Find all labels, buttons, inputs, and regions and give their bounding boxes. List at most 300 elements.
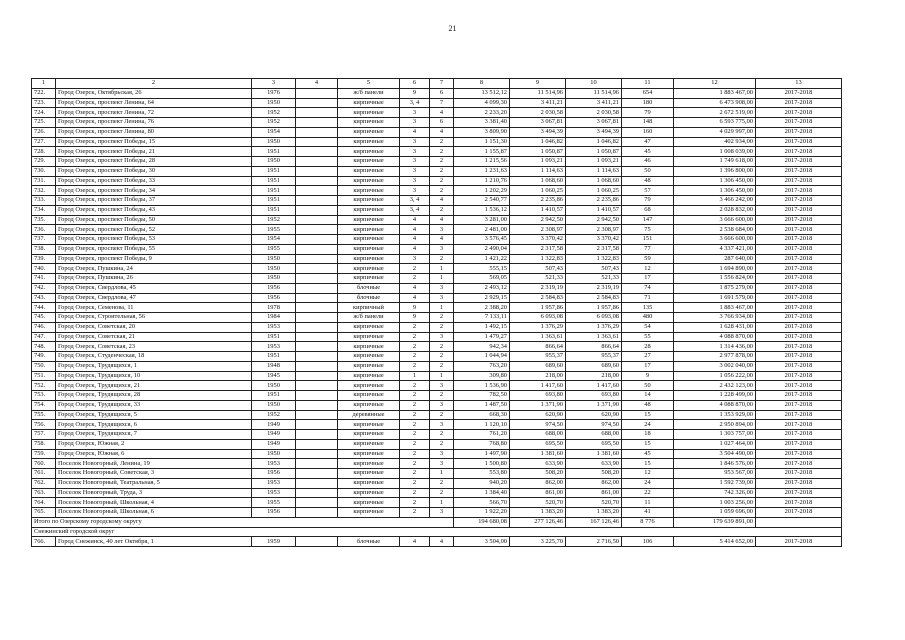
- table-cell: 3: [430, 508, 454, 518]
- table-cell: Город Озерск, проспект Победы, 37: [56, 196, 252, 206]
- table-cell: 47: [622, 137, 674, 147]
- table-cell: 1 044,94: [454, 352, 510, 362]
- table-cell: Город Озерск, проспект Победы, 21: [56, 147, 252, 157]
- table-cell: 3: [400, 157, 430, 167]
- table-cell: кирпичные: [338, 478, 400, 488]
- table-cell: 4: [400, 215, 430, 225]
- table-cell: Поселок Новогорный, Ленина, 19: [56, 459, 252, 469]
- table-cell: кирпичные: [338, 322, 400, 332]
- table-cell: Город Озерск, Трудящихся, 10: [56, 371, 252, 381]
- table-cell: 2 942,50: [566, 215, 622, 225]
- column-header: 3: [252, 79, 296, 89]
- table-cell: 1956: [252, 293, 296, 303]
- table-cell: [296, 400, 338, 410]
- table-cell: 1 410,57: [566, 205, 622, 215]
- table-cell: 756.: [32, 420, 56, 430]
- table-cell: 507,43: [510, 264, 566, 274]
- table-cell: кирпичные: [338, 157, 400, 167]
- table-cell: 2 388,20: [454, 303, 510, 313]
- table-cell: 2: [400, 439, 430, 449]
- table-cell: 2: [400, 361, 430, 371]
- table-row: [32, 196, 842, 206]
- table-cell: 2017-2018: [756, 361, 842, 371]
- table-cell: 2: [400, 488, 430, 498]
- table-cell: 1 376,29: [510, 322, 566, 332]
- table-cell: 57: [622, 186, 674, 196]
- table-cell: 9: [400, 88, 430, 98]
- table-cell: 737.: [32, 235, 56, 245]
- table-cell: 48: [622, 176, 674, 186]
- table-cell: 1950: [252, 449, 296, 459]
- table-cell: 728.: [32, 147, 56, 157]
- table-cell: 759.: [32, 449, 56, 459]
- table-cell: 6: [430, 88, 454, 98]
- table-cell: [296, 147, 338, 157]
- table-cell: 1954: [252, 127, 296, 137]
- table-cell: 14: [622, 391, 674, 401]
- table-cell: 1: [430, 498, 454, 508]
- table-cell: 2: [430, 352, 454, 362]
- table-cell: [296, 352, 338, 362]
- table-cell: 3: [400, 176, 430, 186]
- table-cell: [296, 293, 338, 303]
- table-cell: 974,50: [510, 420, 566, 430]
- table-cell: 1: [430, 469, 454, 479]
- table-row: [32, 235, 842, 245]
- table-cell: 54: [622, 322, 674, 332]
- table-cell: 1 068,60: [566, 176, 622, 186]
- table-cell: 22: [622, 488, 674, 498]
- table-cell: 751.: [32, 371, 56, 381]
- table-cell: 736.: [32, 225, 56, 235]
- table-cell: кирпичные: [338, 118, 400, 128]
- table-cell: 752.: [32, 381, 56, 391]
- table-cell: ж/б панели: [338, 313, 400, 323]
- table-cell: 862,00: [566, 478, 622, 488]
- table-cell: 1 410,57: [510, 205, 566, 215]
- table-row: [32, 157, 842, 167]
- table-cell: 2: [400, 508, 430, 518]
- table-cell: 521,33: [566, 274, 622, 284]
- table-cell: 2017-2018: [756, 157, 842, 167]
- table-cell: 2: [430, 488, 454, 498]
- table-cell: 2 977 878,00: [674, 352, 756, 362]
- table-cell: [296, 332, 338, 342]
- table-cell: 2017-2018: [756, 332, 842, 342]
- column-header: 4: [296, 79, 338, 89]
- table-cell: 1 093,21: [566, 157, 622, 167]
- table-cell: 1 046,82: [566, 137, 622, 147]
- table-cell: 740.: [32, 264, 56, 274]
- table-cell: 1 303 757,00: [674, 430, 756, 440]
- table-cell: 1 487,50: [454, 400, 510, 410]
- table-cell: кирпичные: [338, 235, 400, 245]
- table-cell: 2 317,58: [510, 244, 566, 254]
- total-value: [756, 517, 842, 527]
- table-cell: 1 215,56: [454, 157, 510, 167]
- table-cell: [296, 176, 338, 186]
- table-cell: 4: [400, 127, 430, 137]
- table-cell: 746.: [32, 322, 56, 332]
- table-cell: 1 314 436,00: [674, 342, 756, 352]
- table-cell: [296, 313, 338, 323]
- table-cell: Город Снежинск, 40 лет Октября, 1: [56, 537, 252, 547]
- table-row: [32, 176, 842, 186]
- table-cell: 1950: [252, 98, 296, 108]
- table-cell: кирпичные: [338, 430, 400, 440]
- table-cell: [296, 488, 338, 498]
- table-cell: 3 067,81: [566, 118, 622, 128]
- table-row: [32, 283, 842, 293]
- table-cell: 1953: [252, 478, 296, 488]
- table-cell: 748.: [32, 342, 56, 352]
- table-cell: кирпичные: [338, 449, 400, 459]
- table-cell: 1 421,22: [454, 254, 510, 264]
- table-cell: Город Озерск, проспект Ленина, 76: [56, 118, 252, 128]
- table-cell: блочные: [338, 283, 400, 293]
- table-cell: 3 067,81: [510, 118, 566, 128]
- table-cell: 2 540,77: [454, 196, 510, 206]
- table-cell: 689,60: [510, 361, 566, 371]
- table-cell: 3: [430, 449, 454, 459]
- table-cell: 1 114,63: [510, 166, 566, 176]
- table-cell: 1 059 696,00: [674, 508, 756, 518]
- table-cell: 2 030,58: [510, 108, 566, 118]
- table-cell: 1 114,63: [566, 166, 622, 176]
- table-cell: Город Озерск, проспект Победы, 55: [56, 244, 252, 254]
- table-cell: 3 370,42: [566, 235, 622, 245]
- table-cell: [296, 342, 338, 352]
- table-cell: 218,00: [510, 371, 566, 381]
- table-cell: 1948: [252, 361, 296, 371]
- table-cell: 940,20: [454, 478, 510, 488]
- table-cell: 1 155,87: [454, 147, 510, 157]
- table-cell: [296, 264, 338, 274]
- table-cell: 763.: [32, 488, 56, 498]
- table-cell: [296, 430, 338, 440]
- table-cell: 2 929,15: [454, 293, 510, 303]
- table-cell: Город Озерск, Пушкина, 26: [56, 274, 252, 284]
- table-cell: 1945: [252, 371, 296, 381]
- table-cell: 3: [430, 332, 454, 342]
- table-cell: 2017-2018: [756, 410, 842, 420]
- table-cell: 4 088 870,00: [674, 332, 756, 342]
- table-row: [32, 205, 842, 215]
- table-cell: Город Озерск, Советская, 21: [56, 332, 252, 342]
- table-cell: 2017-2018: [756, 274, 842, 284]
- table-cell: 1 556 824,00: [674, 274, 756, 284]
- table-cell: [296, 537, 338, 547]
- table-cell: 2: [400, 478, 430, 488]
- table-cell: [296, 98, 338, 108]
- table-row: [32, 215, 842, 225]
- table-cell: блочные: [338, 293, 400, 303]
- table-cell: Город Озерск, Пушкина, 24: [56, 264, 252, 274]
- column-header: 9: [510, 79, 566, 89]
- table-cell: 4: [430, 108, 454, 118]
- table-cell: 17: [622, 361, 674, 371]
- table-cell: 2: [430, 342, 454, 352]
- table-cell: 732.: [32, 186, 56, 196]
- table-cell: 633,90: [510, 459, 566, 469]
- table-cell: 2017-2018: [756, 469, 842, 479]
- table-cell: [296, 283, 338, 293]
- table-row: [32, 342, 842, 352]
- table-cell: 45: [622, 147, 674, 157]
- table-cell: 1 068,60: [510, 176, 566, 186]
- table-cell: 4: [400, 283, 430, 293]
- table-cell: 742 326,00: [674, 488, 756, 498]
- table-cell: 1: [430, 371, 454, 381]
- table-cell: 1978: [252, 303, 296, 313]
- table-cell: 402 934,00: [674, 137, 756, 147]
- table-cell: 1959: [252, 537, 296, 547]
- table-cell: 2: [430, 430, 454, 440]
- table-cell: 50: [622, 166, 674, 176]
- table-cell: кирпичные: [338, 108, 400, 118]
- column-header: 6: [400, 79, 430, 89]
- column-header: 11: [622, 79, 674, 89]
- table-cell: 3 576,45: [454, 235, 510, 245]
- table-cell: 1950: [252, 254, 296, 264]
- table-cell: 2: [400, 498, 430, 508]
- table-cell: 1951: [252, 186, 296, 196]
- table-cell: 1951: [252, 352, 296, 362]
- table-cell: 3: [430, 381, 454, 391]
- table-cell: 508,20: [566, 469, 622, 479]
- table-row: [32, 478, 842, 488]
- table-cell: 693,80: [566, 391, 622, 401]
- table-cell: Город Озерск, Советская, 23: [56, 342, 252, 352]
- table-row: [32, 449, 842, 459]
- table-cell: 2017-2018: [756, 449, 842, 459]
- table-cell: 1 093,21: [510, 157, 566, 167]
- table-cell: Город Озерск, проспект Победы, 15: [56, 137, 252, 147]
- table-cell: Поселок Новогорный, Советская, 3: [56, 469, 252, 479]
- table-cell: 2017-2018: [756, 254, 842, 264]
- table-cell: 2017-2018: [756, 118, 842, 128]
- table-cell: Город Озерск, Трудящихся, 6: [56, 420, 252, 430]
- section-label: Снежинский городской округ: [32, 527, 842, 537]
- table-cell: Город Озерск, Октябрьская, 26: [56, 88, 252, 98]
- table-cell: 3, 4: [400, 196, 430, 206]
- table-cell: Город Озерск, проспект Ленина, 72: [56, 108, 252, 118]
- table-cell: кирпичные: [338, 196, 400, 206]
- table-cell: 3 766 934,00: [674, 313, 756, 323]
- table-cell: 2017-2018: [756, 235, 842, 245]
- table-cell: 1950: [252, 157, 296, 167]
- table-cell: 508,20: [510, 469, 566, 479]
- table-cell: 3: [400, 108, 430, 118]
- table-cell: 2: [400, 274, 430, 284]
- table-cell: [296, 108, 338, 118]
- table-cell: 2: [400, 264, 430, 274]
- table-cell: Город Озерск, Трудящихся, 21: [56, 381, 252, 391]
- table-cell: 2 319,19: [510, 283, 566, 293]
- table-cell: 1 008 039,00: [674, 147, 756, 157]
- table-cell: 633,90: [566, 459, 622, 469]
- table-cell: 46: [622, 157, 674, 167]
- table-cell: 4 337 421,00: [674, 244, 756, 254]
- table-cell: 1953: [252, 459, 296, 469]
- table-cell: 1 497,90: [454, 449, 510, 459]
- table-cell: 45: [622, 449, 674, 459]
- table-cell: [296, 322, 338, 332]
- table-cell: 1: [430, 303, 454, 313]
- table-cell: 763,20: [454, 361, 510, 371]
- table-cell: [296, 439, 338, 449]
- column-header: 12: [674, 79, 756, 89]
- table-cell: 28: [622, 342, 674, 352]
- table-cell: 1 376,29: [566, 322, 622, 332]
- table-cell: 1 846 576,00: [674, 459, 756, 469]
- table-cell: 1 381,60: [510, 449, 566, 459]
- table-cell: 735.: [32, 215, 56, 225]
- table-cell: 4: [430, 215, 454, 225]
- table-cell: кирпичные: [338, 98, 400, 108]
- table-cell: 2017-2018: [756, 98, 842, 108]
- table-cell: 2 493,12: [454, 283, 510, 293]
- table-cell: 2017-2018: [756, 498, 842, 508]
- table-cell: 1: [430, 264, 454, 274]
- table-cell: 1 210,76: [454, 176, 510, 186]
- table-cell: 1949: [252, 430, 296, 440]
- table-cell: 1 056 222,00: [674, 371, 756, 381]
- table-cell: 1 120,10: [454, 420, 510, 430]
- table-cell: 2: [400, 322, 430, 332]
- table-cell: 2: [430, 410, 454, 420]
- table-cell: [296, 410, 338, 420]
- table-cell: 2 233,20: [454, 108, 510, 118]
- column-header: 5: [338, 79, 400, 89]
- table-cell: Город Озерск, проспект Победы, 34: [56, 186, 252, 196]
- table-row: [32, 225, 842, 235]
- total-row: [32, 517, 842, 527]
- table-cell: 1 957,86: [566, 303, 622, 313]
- table-cell: 2017-2018: [756, 352, 842, 362]
- table-cell: 2: [400, 459, 430, 469]
- table-cell: [296, 361, 338, 371]
- table-cell: 3 494,39: [510, 127, 566, 137]
- table-cell: кирпичные: [338, 147, 400, 157]
- table-cell: 2 432 123,00: [674, 381, 756, 391]
- table-cell: 693,80: [510, 391, 566, 401]
- table-cell: [296, 215, 338, 225]
- table-cell: [296, 508, 338, 518]
- table-cell: [296, 235, 338, 245]
- table-cell: 3 666 600,00: [674, 235, 756, 245]
- table-cell: деревянные: [338, 410, 400, 420]
- table-cell: 11 514,96: [566, 88, 622, 98]
- table-cell: 3 504,00: [454, 537, 510, 547]
- table-cell: 2 481,00: [454, 225, 510, 235]
- table-cell: 1 492,15: [454, 322, 510, 332]
- table-cell: 15: [622, 410, 674, 420]
- table-cell: 79: [622, 108, 674, 118]
- table-cell: 2017-2018: [756, 313, 842, 323]
- table-cell: 24: [622, 478, 674, 488]
- table-cell: 757.: [32, 430, 56, 440]
- table-cell: 9: [400, 303, 430, 313]
- table-cell: 2 538 684,00: [674, 225, 756, 235]
- table-cell: кирпичные: [338, 137, 400, 147]
- table-cell: 695,50: [566, 439, 622, 449]
- table-cell: 620,90: [510, 410, 566, 420]
- table-cell: 654: [622, 88, 674, 98]
- table-cell: 4: [430, 537, 454, 547]
- table-cell: 1955: [252, 225, 296, 235]
- table-cell: [296, 205, 338, 215]
- table-cell: 743.: [32, 293, 56, 303]
- table-cell: Город Озерск, проспект Ленина, 64: [56, 98, 252, 108]
- table-cell: 741.: [32, 274, 56, 284]
- table-cell: 2: [430, 322, 454, 332]
- table-cell: 2017-2018: [756, 391, 842, 401]
- table-cell: 1 592 739,00: [674, 478, 756, 488]
- table-cell: 2017-2018: [756, 303, 842, 313]
- table-cell: Город Озерск, Трудящихся, 33: [56, 400, 252, 410]
- table-row: [32, 322, 842, 332]
- table-cell: кирпичные: [338, 254, 400, 264]
- table-cell: кирпичные: [338, 215, 400, 225]
- table-cell: 147: [622, 215, 674, 225]
- table-cell: 866,64: [510, 342, 566, 352]
- table-cell: 2 319,19: [566, 283, 622, 293]
- table-cell: 1 231,63: [454, 166, 510, 176]
- table-cell: 566,70: [454, 498, 510, 508]
- table-cell: Город Озерск, Свердлова, 47: [56, 293, 252, 303]
- table-cell: 1955: [252, 244, 296, 254]
- table-cell: 1 050,87: [510, 147, 566, 157]
- table-cell: кирпичные: [338, 459, 400, 469]
- table-cell: 5 414 652,00: [674, 537, 756, 547]
- table-cell: кирпичные: [338, 508, 400, 518]
- table-cell: 761.: [32, 469, 56, 479]
- table-cell: 1 060,25: [566, 186, 622, 196]
- table-cell: [296, 127, 338, 137]
- table-cell: 738.: [32, 244, 56, 254]
- table-cell: 1 749 618,00: [674, 157, 756, 167]
- table-cell: 2017-2018: [756, 537, 842, 547]
- table-cell: 1 322,83: [510, 254, 566, 264]
- table-cell: [296, 420, 338, 430]
- table-cell: 3, 4: [400, 205, 430, 215]
- table-cell: [296, 254, 338, 264]
- table-cell: 3: [430, 244, 454, 254]
- table-cell: [296, 274, 338, 284]
- table-cell: 74: [622, 283, 674, 293]
- table-cell: 1950: [252, 137, 296, 147]
- table-cell: кирпичные: [338, 274, 400, 284]
- table-row: [32, 186, 842, 196]
- table-cell: 1 536,12: [454, 205, 510, 215]
- table-cell: 2017-2018: [756, 205, 842, 215]
- table-cell: 1955: [252, 498, 296, 508]
- table-cell: 2: [430, 313, 454, 323]
- table-cell: 287 640,00: [674, 254, 756, 264]
- table-cell: 1952: [252, 410, 296, 420]
- table-row: [32, 88, 842, 98]
- table-cell: 1953: [252, 488, 296, 498]
- table-cell: Город Озерск, Трудящихся, 7: [56, 430, 252, 440]
- table-cell: 723.: [32, 98, 56, 108]
- table-cell: кирпичные: [338, 352, 400, 362]
- table-cell: Город Озерск, проспект Победы, 50: [56, 215, 252, 225]
- table-cell: 7 133,11: [454, 313, 510, 323]
- table-cell: 1956: [252, 283, 296, 293]
- table-cell: кирпичные: [338, 342, 400, 352]
- table-cell: 1976: [252, 88, 296, 98]
